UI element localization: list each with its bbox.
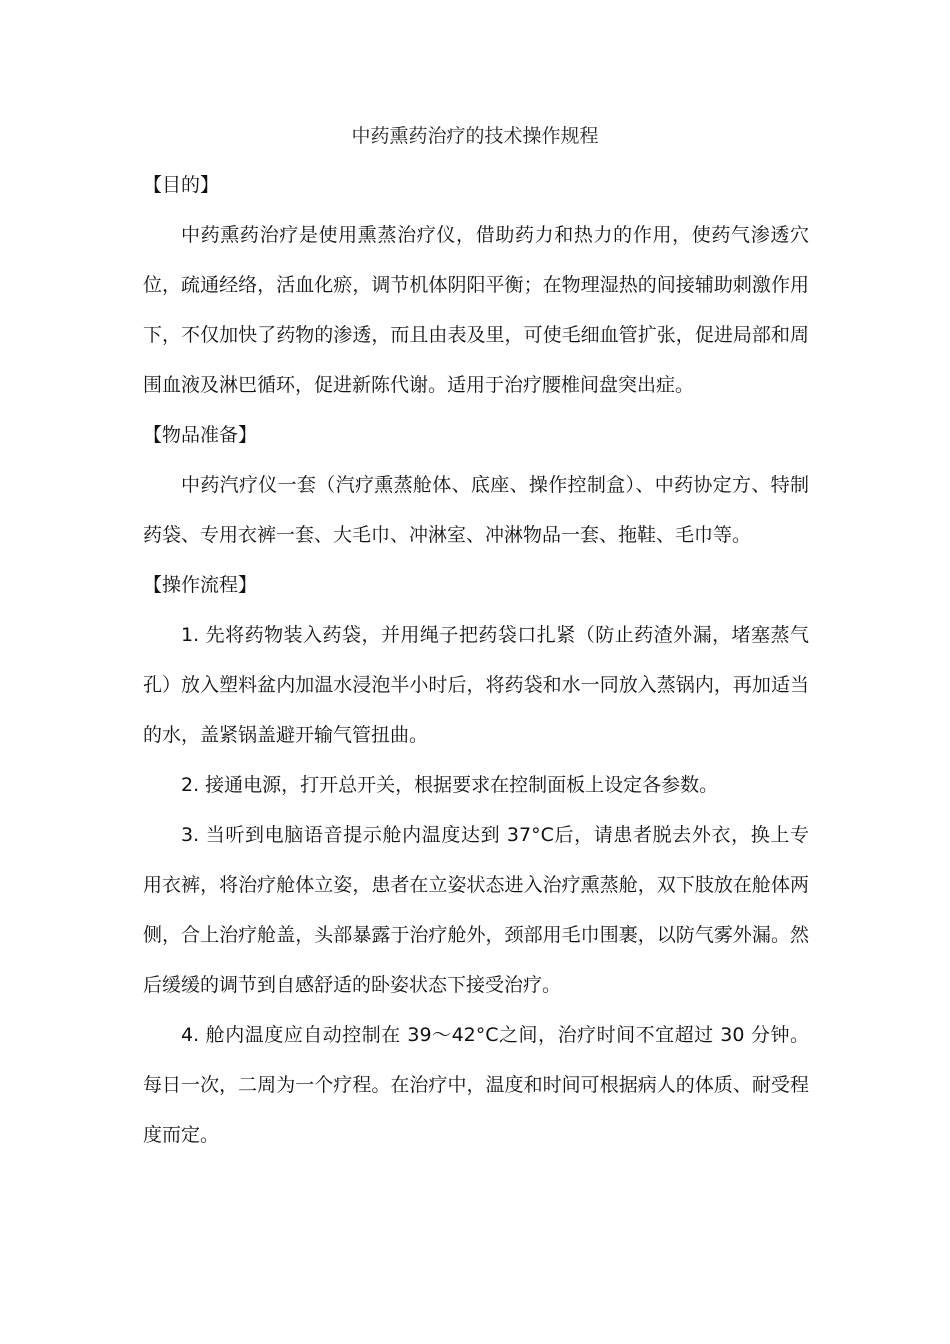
section-materials	[143, 410, 809, 560]
procedure-step-3: 3. 当听到电脑语音提示舱内温度达到 37°C后，请患者脱去外衣，换上专用衣裤，将治疗舱体立姿，患者在立姿状态进入治疗熏蒸舱，双下肢放在舱体两侧，合上治疗舱盖，头部暴露于治疗舱外，颈部用毛巾围裹，以防气雾外漏。然后缓缓的调节到自感舒适的卧姿状态下接受治疗。	[143, 824, 809, 996]
procedure-step-1: 1. 先将药物装入药袋，并用绳子把药袋口扎紧（防止药渣外漏，堵塞蒸气孔）放入塑料盆内加温水浸泡半小时后，将药袋和水一同放入蒸锅内，再加适当的水，盖紧锅盖避开输气管扭曲。	[143, 624, 809, 746]
section-heading-purpose: 【目的】	[143, 174, 220, 196]
document-body	[143, 160, 809, 1160]
document-title: 中药熏药治疗的技术操作规程	[351, 125, 599, 147]
section-procedure	[143, 560, 809, 1160]
section-purpose	[143, 160, 809, 410]
materials-paragraph: 中药汽疗仪一套（汽疗熏蒸舱体、底座、操作控制盒）、中药协定方、特制药袋、专用衣裤一套、大毛巾、冲淋室、冲淋物品一套、拖鞋、毛巾等。	[143, 474, 809, 546]
purpose-paragraph: 中药熏药治疗是使用熏蒸治疗仪，借助药力和热力的作用，使药气渗透穴位，疏通经络，活血化瘀，调节机体阴阳平衡；在物理湿热的间接辅助刺激作用下，不仅加快了药物的渗透，而且由表及里，可使毛细血管扩张，促进局部和周围血液及淋巴循环，促进新陈代谢。适用于治疗腰椎间盘突出症。	[143, 224, 809, 396]
procedure-step-2: 2. 接通电源，打开总开关，根据要求在控制面板上设定各参数。	[181, 774, 719, 796]
section-heading-procedure: 【操作流程】	[143, 574, 258, 596]
section-heading-materials: 【物品准备】	[143, 424, 258, 446]
procedure-step-4: 4. 舱内温度应自动控制在 39～42°C之间，治疗时间不宜超过 30 分钟。每日一次，二周为一个疗程。在治疗中，温度和时间可根据病人的体质、耐受程度而定。	[143, 1024, 809, 1146]
